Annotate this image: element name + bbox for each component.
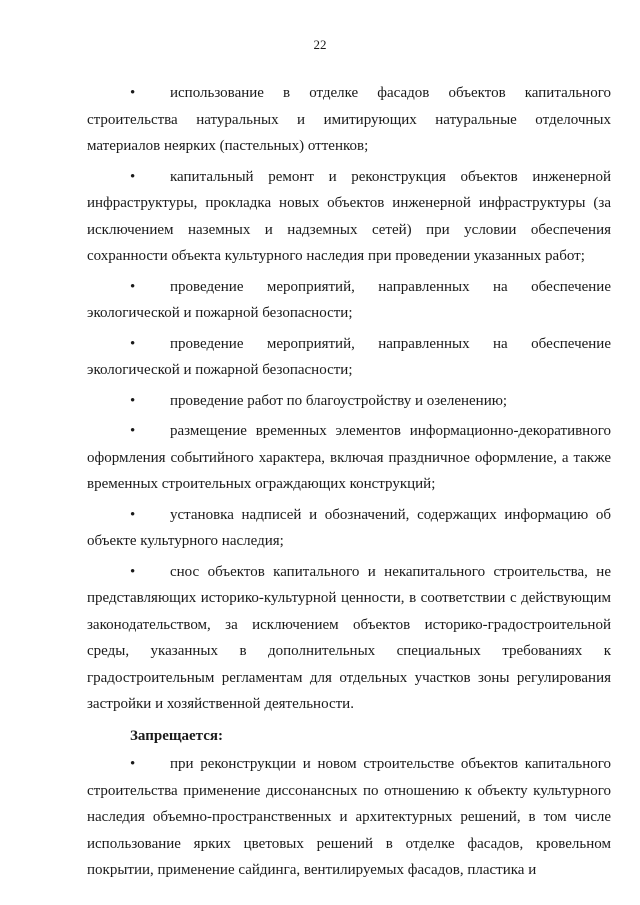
list-item — [87, 164, 611, 270]
list-item-text: снос объектов капитального и некапитального строительства, не представляющих историко-культурной ценности, в соответствии с действующим законодательством, за исключением объектов историко-градостроительной среды, указанных в дополнительных специальных требованиях к градостроительным регламентам для отдельных участков зоны регулирования застройки и хозяйственной деятельности. — [87, 563, 611, 712]
document-body — [87, 80, 611, 884]
list-item-text: проведение работ по благоустройству и озеленению; — [170, 392, 508, 409]
list-item — [87, 751, 611, 884]
list-item — [87, 502, 611, 555]
list-item — [87, 274, 611, 327]
list-item-text: при реконструкции и новом строительстве объектов капитального строительства применение диссонансных по отношению к объекту культурного наследия объемно-пространственных и архитектурных решений, в том числе использование ярких цветовых решений в отделке фасадов, кровельном покрытии, применение сайдинга, вентилируемых фасадов, пластика и — [87, 756, 611, 878]
list-item — [87, 388, 611, 415]
bullet-icon: • — [130, 756, 136, 772]
bullet-icon: • — [130, 335, 136, 352]
list-item-text: использование в отделке фасадов объектов капитального строительства натуральных и имитирующих натуральные отделочных материалов неярких (пастельных) оттенков; — [87, 85, 611, 154]
list-item — [87, 418, 611, 498]
list-item-text: размещение временных элементов информационно-декоративного оформления событийного характера, включая праздничное оформление, а также временных строительных ограждающих конструкций; — [87, 423, 611, 492]
list-item — [87, 559, 611, 718]
list-item-text: проведение мероприятий, направленных на обеспечение экологической и пожарной безопасности; — [87, 278, 611, 321]
list-item — [87, 80, 611, 160]
bullet-icon: • — [130, 506, 136, 523]
list-item-text: капитальный ремонт и реконструкция объектов инженерной инфраструктуры, прокладка новых объектов инженерной инфраструктуры (за исключением наземных и надземных сетей) при условии обеспечения сохранности объекта культурного наследия при проведении указанных работ; — [87, 168, 611, 264]
list-item — [87, 331, 611, 384]
list-item-text: проведение мероприятий, направленных на обеспечение экологической и пожарной безопасности; — [87, 335, 611, 378]
section-heading-prohibited: Запрещается: — [130, 727, 224, 744]
bullet-icon: • — [130, 423, 136, 439]
list-item-text: установка надписей и обозначений, содержащих информацию об объекте культурного наследия; — [87, 506, 611, 549]
bullet-icon: • — [130, 85, 136, 101]
bullet-icon: • — [130, 168, 136, 185]
bullet-icon: • — [130, 278, 136, 295]
bullet-icon: • — [130, 563, 136, 580]
page-number: 22 — [313, 37, 327, 52]
bullet-icon: • — [130, 392, 136, 409]
